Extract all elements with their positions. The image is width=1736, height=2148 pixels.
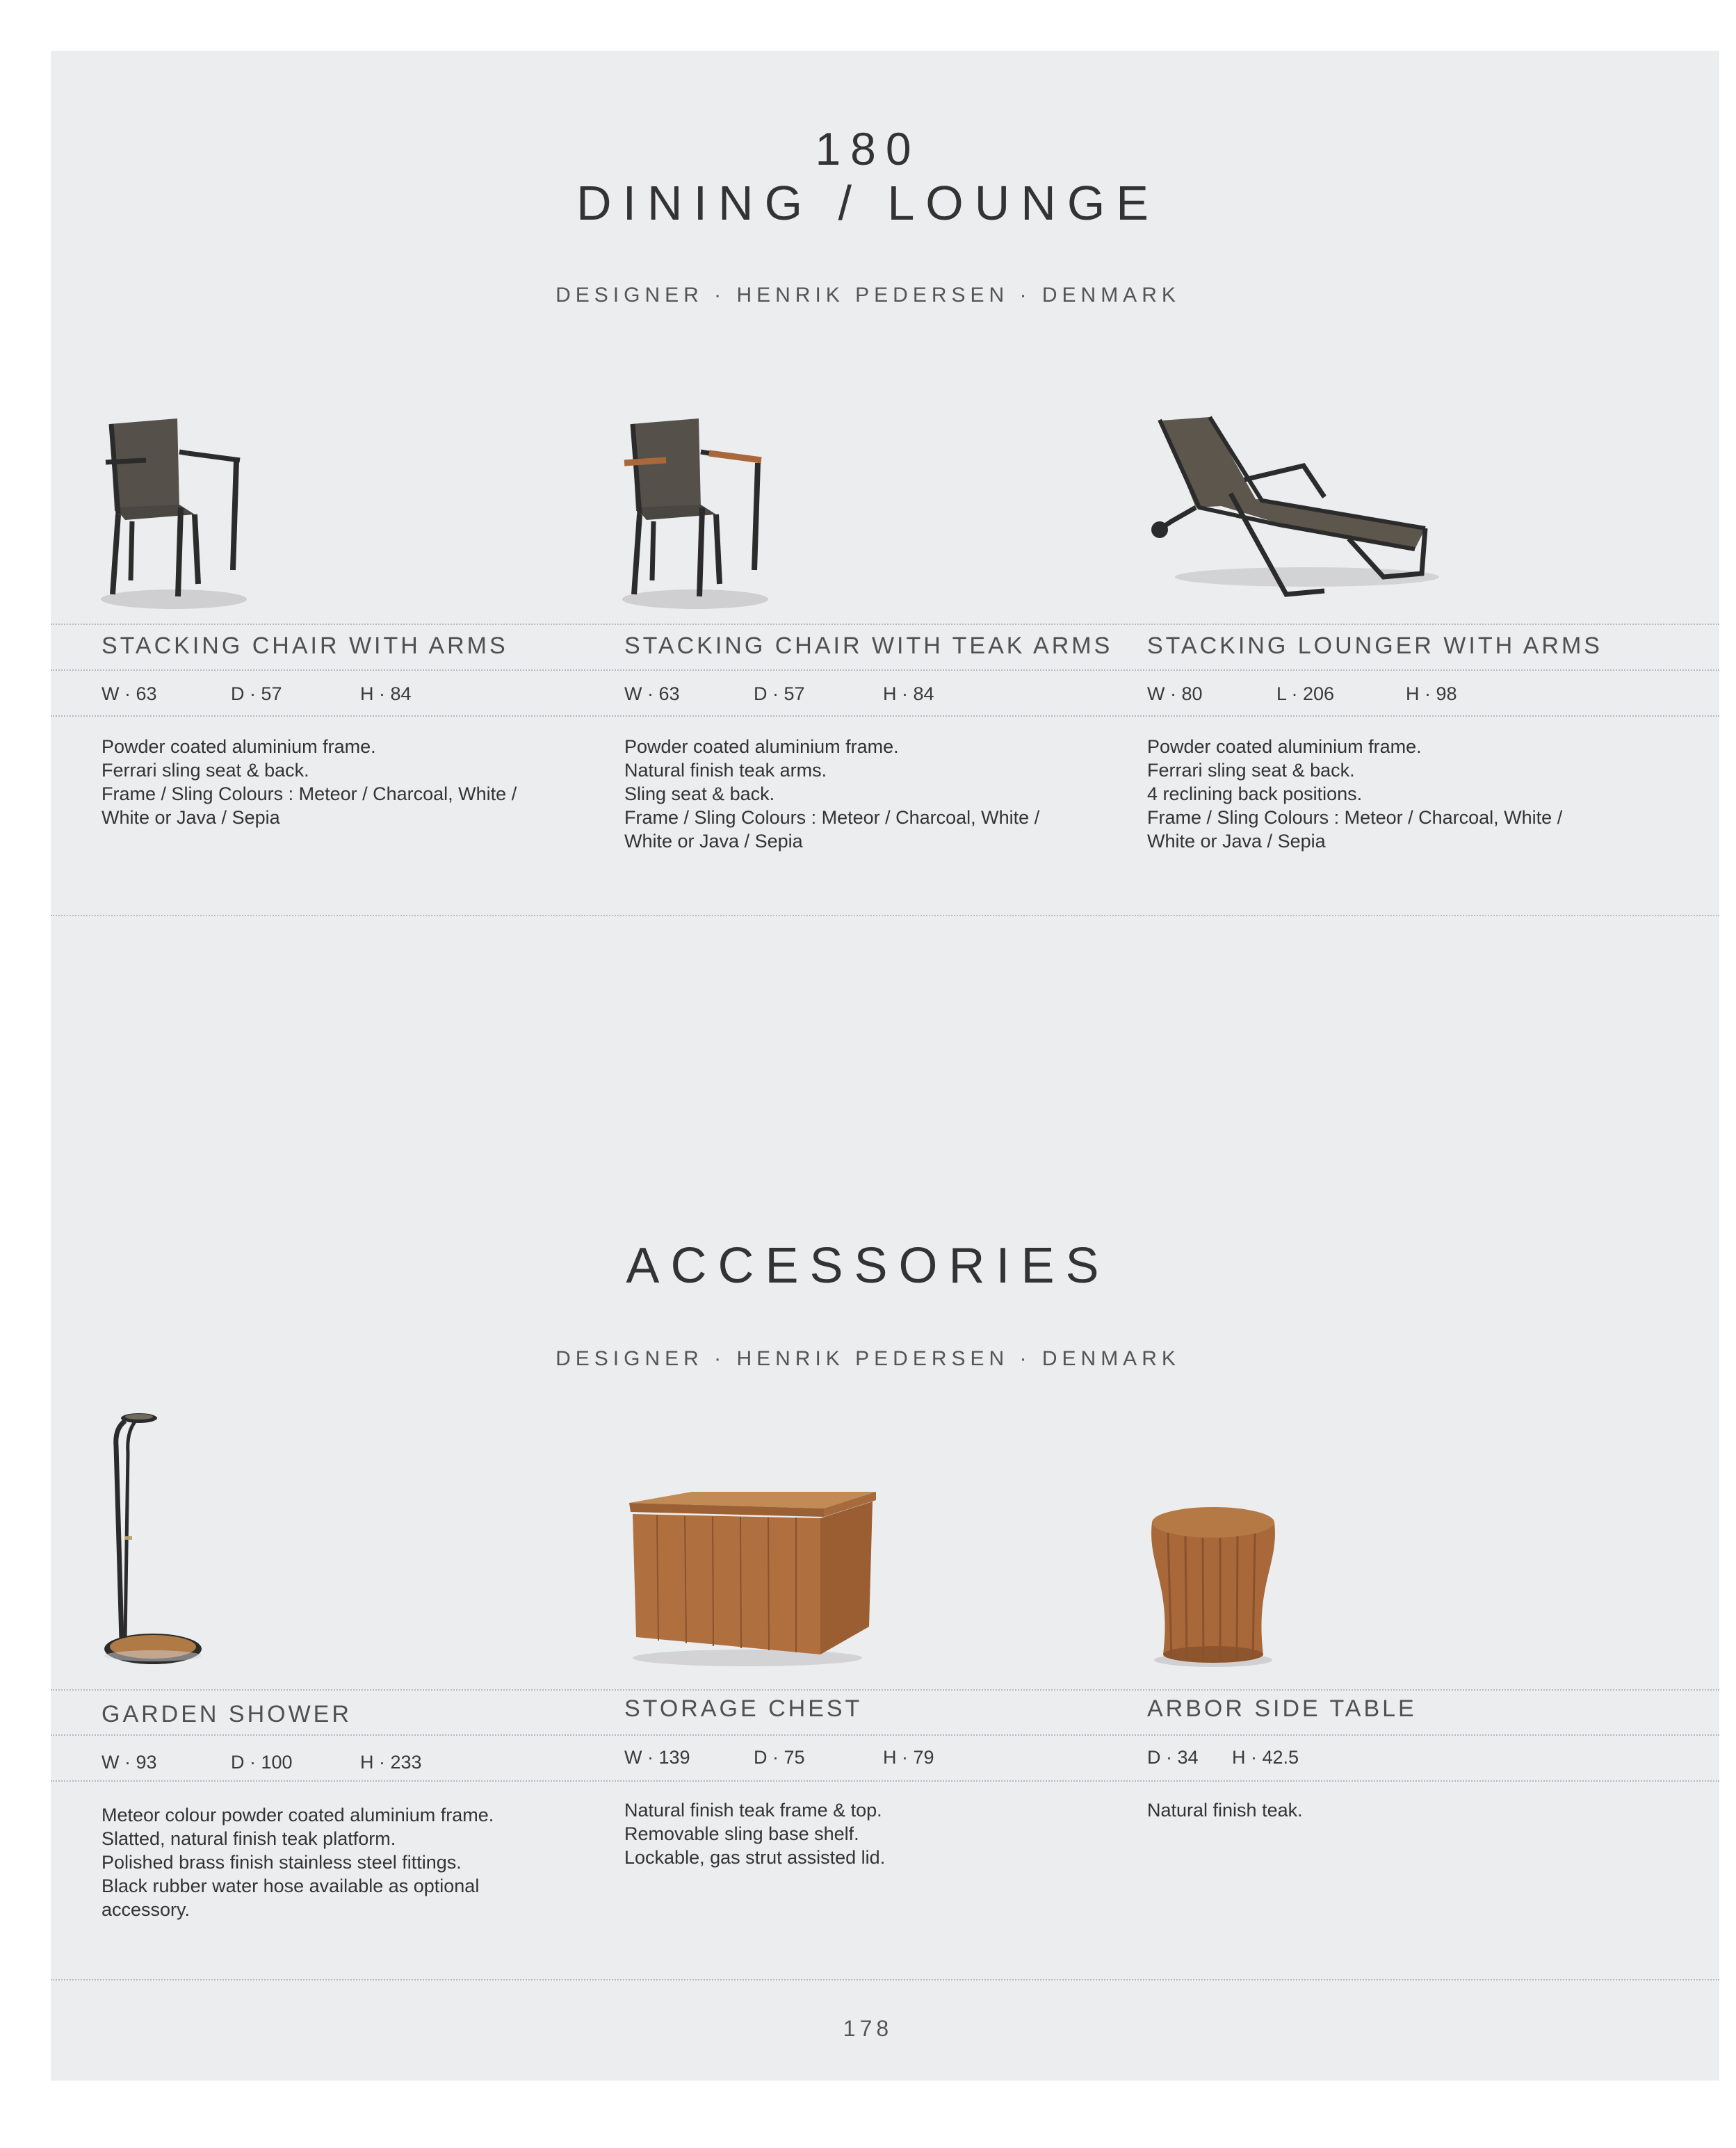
dimension-width: W · 63 bbox=[102, 683, 157, 704]
description-line: Frame / Sling Colours : Meteor / Charcoal, White / bbox=[1147, 807, 1563, 828]
dimension-height: H · 98 bbox=[1406, 683, 1457, 704]
divider bbox=[51, 715, 1719, 717]
description-line: Polished brass finish stainless steel fittings. bbox=[102, 1852, 462, 1873]
description-line: 4 reclining back positions. bbox=[1147, 783, 1363, 804]
product-description bbox=[1147, 1798, 1620, 1822]
collection-title: DINING / LOUNGE bbox=[576, 176, 1160, 230]
lounger-image bbox=[1140, 410, 1439, 612]
product-name: STACKING CHAIR WITH ARMS bbox=[102, 633, 508, 659]
product-description bbox=[102, 735, 574, 829]
dimension-width: W · 80 bbox=[1147, 683, 1203, 704]
dimension-depth: D · 100 bbox=[231, 1752, 293, 1773]
section-title: ACCESSORIES bbox=[626, 1238, 1110, 1294]
description-line: White or Java / Sepia bbox=[1147, 831, 1326, 852]
divider bbox=[51, 1979, 1719, 1980]
description-line: Natural finish teak. bbox=[1147, 1800, 1303, 1821]
description-line: Natural finish teak frame & top. bbox=[624, 1800, 882, 1821]
divider bbox=[51, 669, 1719, 671]
description-line: Frame / Sling Colours : Meteor / Charcoal, White / bbox=[102, 783, 517, 804]
dimension-height: H · 84 bbox=[883, 683, 934, 704]
page-number: 178 bbox=[843, 2016, 893, 2041]
description-line: Black rubber water hose available as optional bbox=[102, 1876, 480, 1896]
dimension-depth: D · 34 bbox=[1147, 1747, 1199, 1768]
dimension-height: H · 84 bbox=[360, 683, 412, 704]
description-line: White or Java / Sepia bbox=[102, 807, 280, 828]
description-line: Ferrari sling seat & back. bbox=[1147, 760, 1355, 781]
product-name: ARBOR SIDE TABLE bbox=[1147, 1695, 1417, 1722]
dimension-length: L · 206 bbox=[1276, 683, 1335, 704]
dimension-height: H · 42.5 bbox=[1232, 1747, 1299, 1768]
dimension-depth: D · 57 bbox=[754, 683, 805, 704]
collection-number: 180 bbox=[815, 123, 921, 174]
divider bbox=[51, 915, 1719, 916]
description-line: Lockable, gas strut assisted lid. bbox=[624, 1847, 886, 1868]
divider bbox=[51, 1780, 1719, 1782]
dimension-width: W · 139 bbox=[624, 1747, 690, 1768]
description-line: Sling seat & back. bbox=[624, 783, 775, 804]
description-line: Removable sling base shelf. bbox=[624, 1823, 859, 1844]
description-line: Powder coated aluminium frame. bbox=[102, 736, 376, 757]
stacking-chair-teak-image bbox=[612, 410, 793, 619]
description-line: Powder coated aluminium frame. bbox=[624, 736, 899, 757]
storage-chest-image bbox=[622, 1488, 879, 1675]
product-name: STORAGE CHEST bbox=[624, 1695, 863, 1722]
dimension-height: H · 233 bbox=[360, 1752, 422, 1773]
divider bbox=[51, 1689, 1719, 1691]
designer-credit: DESIGNER · HENRIK PEDERSEN · DENMARK bbox=[555, 1347, 1181, 1370]
product-name: GARDEN SHOWER bbox=[102, 1701, 352, 1727]
stacking-chair-image bbox=[90, 410, 271, 619]
description-line: Slatted, natural finish teak platform. bbox=[102, 1828, 396, 1849]
dimension-height: H · 79 bbox=[883, 1747, 934, 1768]
dimension-width: W · 93 bbox=[102, 1752, 157, 1773]
description-line: White or Java / Sepia bbox=[624, 831, 803, 852]
product-description bbox=[624, 1798, 1097, 1869]
product-description bbox=[102, 1803, 574, 1921]
product-name: STACKING LOUNGER WITH ARMS bbox=[1147, 633, 1603, 659]
product-name: STACKING CHAIR WITH TEAK ARMS bbox=[624, 633, 1113, 659]
description-line: accessory. bbox=[102, 1899, 190, 1920]
dimension-depth: D · 57 bbox=[231, 683, 282, 704]
description-line: Natural finish teak arms. bbox=[624, 760, 827, 781]
dimension-width: W · 63 bbox=[624, 683, 680, 704]
garden-shower-image bbox=[97, 1404, 216, 1672]
product-description bbox=[1147, 735, 1620, 853]
description-line: Ferrari sling seat & back. bbox=[102, 760, 309, 781]
description-line: Powder coated aluminium frame. bbox=[1147, 736, 1422, 757]
dimension-depth: D · 75 bbox=[754, 1747, 805, 1768]
designer-credit: DESIGNER · HENRIK PEDERSEN · DENMARK bbox=[555, 284, 1181, 307]
divider bbox=[51, 624, 1719, 625]
product-description bbox=[624, 735, 1097, 853]
description-line: Meteor colour powder coated aluminium frame. bbox=[102, 1805, 494, 1825]
description-line: Frame / Sling Colours : Meteor / Charcoal, White / bbox=[624, 807, 1040, 828]
catalog-panel bbox=[51, 51, 1719, 2081]
divider bbox=[51, 1734, 1719, 1736]
side-table-image bbox=[1144, 1502, 1283, 1675]
